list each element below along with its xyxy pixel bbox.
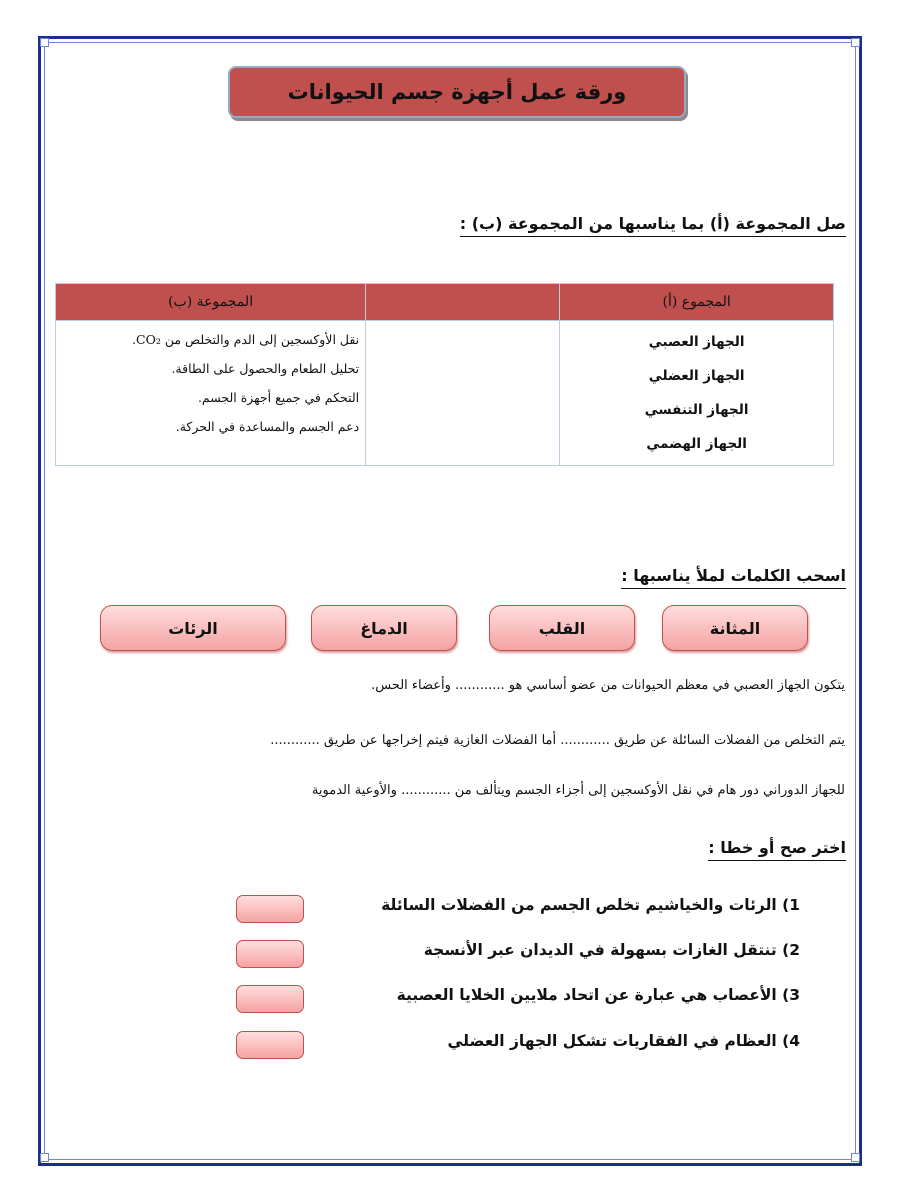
answer-box-4[interactable] xyxy=(236,1031,304,1059)
group-a-item[interactable]: الجهاز العصبي xyxy=(648,334,745,350)
fill-sentence: للجهاز الدوراني دور هام في نقل الأوكسجين إلى أجزاء الجسم ويتألف من ............ والأوعية الدموية xyxy=(311,783,845,798)
group-a-item[interactable]: الجهاز العضلي xyxy=(648,368,745,384)
connection-area[interactable] xyxy=(366,321,560,466)
worksheet-title: ورقة عمل أجهزة جسم الحيوانات xyxy=(228,66,686,118)
fill-instruction: اسحب الكلمات لملأ يناسبها : xyxy=(621,566,846,589)
fill-sentence: يتم التخلص من الفضلات السائلة عن طريق ............ أما الفضلات الغازية فيتم إخراجها عن طريق ............ xyxy=(270,733,845,748)
border-corner xyxy=(40,38,49,47)
border-corner xyxy=(40,1153,49,1162)
group-b-item[interactable]: دعم الجسم والمساعدة في الحركة. xyxy=(175,419,360,434)
statement-4: 4) العظام في الفقاريات تشكل الجهاز العضلي xyxy=(447,1032,800,1050)
matching-table xyxy=(55,283,834,466)
drag-word-bladder[interactable]: المثانة xyxy=(662,605,808,651)
border-corner xyxy=(851,38,860,47)
header-group-a: المجموع (أ) xyxy=(560,284,834,321)
truefalse-instruction: اختر صح أو خطا : xyxy=(708,838,846,861)
group-b-column xyxy=(56,321,366,466)
matching-instruction: صل المجموعة (أ) بما يناسبها من المجموعة (ب) : xyxy=(460,214,846,237)
answer-box-3[interactable] xyxy=(236,985,304,1013)
statement-1: 1) الرئات والخياشيم تخلص الجسم من الفضلات السائلة xyxy=(381,896,800,914)
border-corner xyxy=(851,1153,860,1162)
fill-sentence: يتكون الجهاز العصبي في معظم الحيوانات من عضو أساسي هو ............ وأعضاء الحس. xyxy=(371,678,845,693)
group-a-item[interactable]: الجهاز الهضمي xyxy=(646,436,747,452)
group-a-item[interactable]: الجهاز التنفسي xyxy=(644,402,749,418)
drag-word-heart[interactable]: القلب xyxy=(489,605,635,651)
drag-word-brain[interactable]: الدماغ xyxy=(311,605,457,651)
group-b-item[interactable]: التحكم في جميع أجهزة الجسم. xyxy=(197,390,360,405)
group-b-item[interactable]: نقل الأوكسجين إلى الدم والتخلص من CO₂. xyxy=(132,332,360,347)
group-b-item[interactable]: تحليل الطعام والحصول على الطاقة. xyxy=(171,361,360,376)
group-a-column xyxy=(560,321,834,466)
header-group-b: المجموعة (ب) xyxy=(56,284,366,321)
drag-word-lungs[interactable]: الرئات xyxy=(100,605,286,651)
answer-box-1[interactable] xyxy=(236,895,304,923)
header-blank xyxy=(366,284,560,321)
statement-2: 2) تنتقل الغازات بسهولة في الديدان عبر الأنسجة xyxy=(423,941,800,959)
statement-3: 3) الأعصاب هي عبارة عن اتحاد ملايين الخلايا العصبية xyxy=(396,986,800,1004)
answer-box-2[interactable] xyxy=(236,940,304,968)
